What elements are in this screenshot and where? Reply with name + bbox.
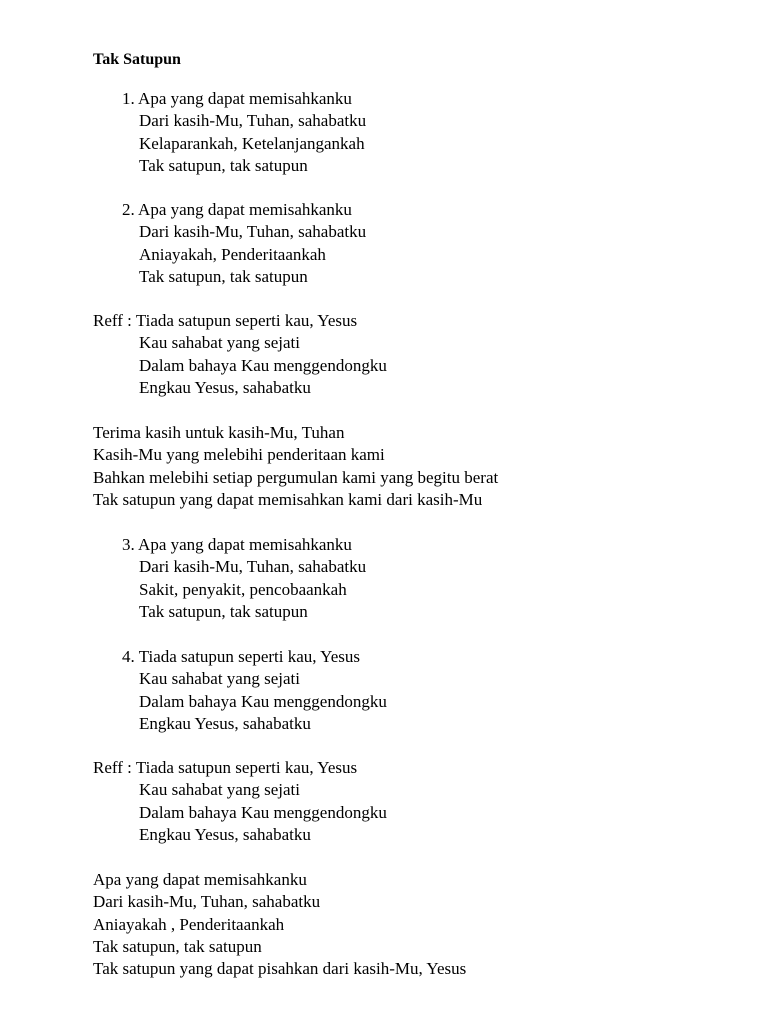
verse-1-line-2: Dari kasih-Mu, Tuhan, sahabatku (139, 111, 367, 131)
closing-line-4: Tak satupun, tak satupun (93, 936, 262, 956)
document-title: Tak Satupun (93, 51, 181, 68)
prose-line-3: Bahkan melebihi setiap pergumulan kami yang begitu berat (93, 467, 499, 487)
reff-2 (93, 757, 387, 846)
closing-line-1: Apa yang dapat memisahkanku (93, 870, 307, 889)
closing-line-5: Tak satupun yang dapat pisahkan dari kasih-Mu, Yesus (93, 959, 467, 979)
verse-3 (122, 534, 366, 623)
prose-line-1: Terima kasih untuk kasih-Mu, Tuhan (93, 423, 345, 442)
verse-4-line-4: Engkau Yesus, sahabatku (139, 713, 311, 733)
verse-1-line-3: Kelaparankah, Ketelanjangankah (139, 133, 365, 153)
closing-stanza (93, 869, 466, 980)
verse-4-line-2: Kau sahabat yang sejati (139, 669, 300, 689)
reff-1-line-4: Engkau Yesus, sahabatku (139, 377, 311, 397)
verse-3-line-3: Sakit, penyakit, pencobaankah (139, 579, 347, 599)
reff-1-line-3: Dalam bahaya Kau menggendongku (139, 355, 387, 375)
closing-line-2: Dari kasih-Mu, Tuhan, sahabatku (93, 892, 321, 912)
reff-2-line-3: Dalam bahaya Kau menggendongku (139, 802, 387, 822)
verse-2-line-1: 2. Apa yang dapat memisahkanku (122, 200, 352, 219)
verse-4 (122, 646, 387, 735)
verse-2 (122, 199, 366, 288)
reff-2-line-1: Reff : Tiada satupun seperti kau, Yesus (93, 758, 358, 777)
reff-1-line-1: Reff : Tiada satupun seperti kau, Yesus (93, 311, 358, 330)
verse-3-line-2: Dari kasih-Mu, Tuhan, sahabatku (139, 557, 367, 577)
verse-3-line-1: 3. Apa yang dapat memisahkanku (122, 535, 352, 554)
verse-4-line-3: Dalam bahaya Kau menggendongku (139, 691, 387, 711)
prose-line-4: Tak satupun yang dapat memisahkan kami dari kasih-Mu (93, 489, 483, 509)
prose-line-2: Kasih-Mu yang melebihi penderitaan kami (93, 445, 385, 465)
reff-2-line-2: Kau sahabat yang sejati (139, 780, 300, 800)
closing-line-3: Aniayakah , Penderitaankah (93, 914, 285, 934)
verse-1-line-1: 1. Apa yang dapat memisahkanku (122, 89, 352, 108)
verse-3-line-4: Tak satupun, tak satupun (139, 601, 308, 621)
reff-2-line-4: Engkau Yesus, sahabatku (139, 824, 311, 844)
verse-1 (122, 88, 366, 177)
verse-4-line-1: 4. Tiada satupun seperti kau, Yesus (122, 647, 361, 666)
verse-2-line-4: Tak satupun, tak satupun (139, 266, 308, 286)
verse-2-line-3: Aniayakah, Penderitaankah (139, 244, 326, 264)
reff-1 (93, 310, 387, 399)
prose-paragraph (93, 422, 498, 511)
verse-2-line-2: Dari kasih-Mu, Tuhan, sahabatku (139, 222, 367, 242)
verse-1-line-4: Tak satupun, tak satupun (139, 155, 308, 175)
reff-1-line-2: Kau sahabat yang sejati (139, 333, 300, 353)
